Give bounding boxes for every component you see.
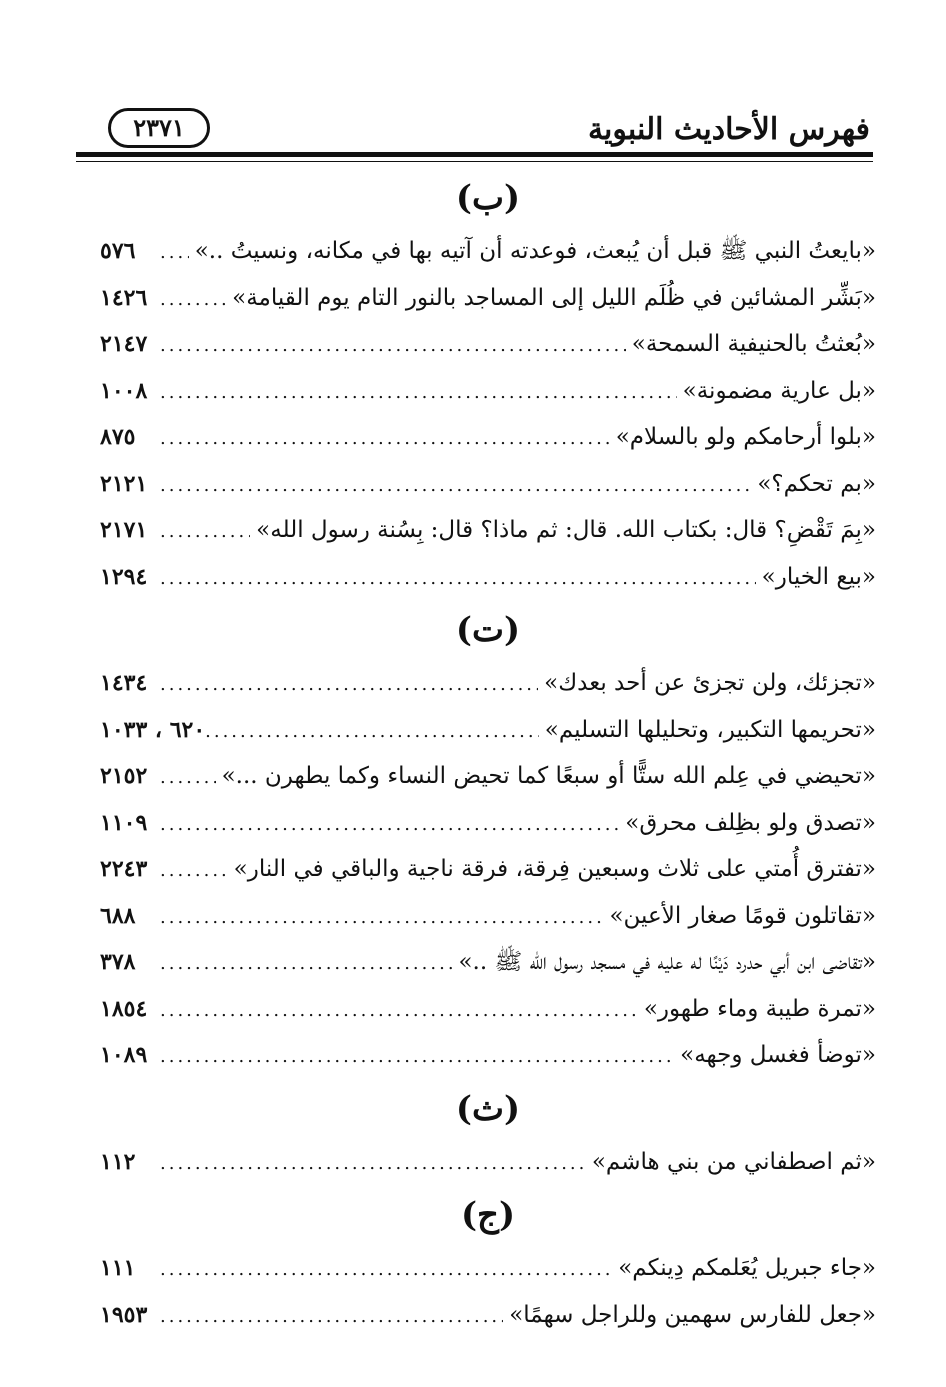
dot-leader: [160, 848, 228, 895]
page-reference: ١٠٠٨: [100, 377, 148, 404]
dot-leader: [160, 1034, 674, 1081]
page-reference: ١٤٣٤: [100, 670, 148, 696]
index-entry: [100, 800, 876, 847]
page-reference: ١١١: [100, 1255, 136, 1281]
section-letter: (ب): [455, 178, 521, 218]
dot-leader: [160, 1141, 586, 1188]
index-entry: [100, 1245, 876, 1292]
index-entry: [100, 660, 876, 707]
dot-leader: [160, 277, 226, 324]
page-reference: ١٢٩٤: [100, 563, 148, 590]
index-entry: [100, 753, 876, 800]
hadith-text: «بِمَ تَقْضِ؟ قال: بكتاب الله. قال: ثم ماذا؟ قال: بِسُنة رسول الله»: [256, 517, 876, 543]
page-reference: ٢١٥٢: [100, 763, 148, 789]
index-entry: [100, 1139, 876, 1186]
dot-leader: [160, 941, 452, 988]
index-entry: [100, 939, 876, 986]
page-reference: ٦٢٠ ، ١٠٣٣: [100, 716, 206, 743]
hadith-text: «تقاضى ابن أبي حدرد دَيْنًا له عليه في مسجد رسول الله ﷺ ..»: [458, 949, 876, 975]
page-reference: ٨٧٥: [100, 424, 136, 450]
hadith-text: «تصدق ولو بظِلف محرق»: [625, 809, 876, 836]
page-reference: ٥٧٦: [100, 238, 136, 264]
dot-leader: [160, 463, 751, 510]
dot-leader: [160, 323, 626, 370]
page-reference: ١٩٥٣: [100, 1301, 148, 1328]
page-reference: ١٨٥٤: [100, 995, 148, 1022]
section-letter: (ث): [455, 1088, 521, 1129]
page-reference: ٢١٤٧: [100, 331, 148, 357]
page-reference: ٦٨٨: [100, 902, 136, 929]
page-reference: ١٠٨٩: [100, 1042, 148, 1068]
index-entry: [100, 986, 876, 1033]
hadith-text: «بلوا أرحامكم ولو بالسلام»: [615, 424, 876, 450]
hadith-text: «جاء جبريل يُعَلمكم دِينكم»: [618, 1255, 876, 1281]
page-reference: ٣٧٨: [100, 949, 136, 975]
dot-leader: [160, 1294, 503, 1341]
index-entry: [100, 707, 876, 754]
page-reference: ٢١٧١: [100, 517, 148, 543]
page-header: [78, 98, 870, 148]
section-letter: (ت): [455, 610, 521, 650]
hadith-text: «تحيضي في عِلم الله ستًّا أو سبعًا كما تحيض النساء وكما يطهرن ...»: [221, 763, 876, 789]
dot-leader: [160, 416, 610, 463]
index-entry: [100, 275, 876, 322]
dot-leader: [160, 988, 638, 1035]
hadith-text: «بل عارية مضمونة»: [682, 377, 876, 404]
dot-leader: [160, 1247, 612, 1294]
index-entry: [100, 461, 876, 508]
hadith-text: «تقاتلون قومًا صغار الأعين»: [609, 902, 876, 929]
hadith-text: «بُعثتُ بالحنيفية السمحة»: [631, 331, 876, 357]
hadith-text: «بايعتُ النبي ﷺ قبل أن يُبعث، فوعدته أن آتيه بها في مكانه، ونسيتُ ..»: [194, 238, 876, 264]
dot-leader: [160, 230, 189, 277]
section-letter: (ج): [460, 1195, 516, 1235]
page-reference: ١١٠٩: [100, 809, 148, 836]
hadith-text: «جعل للفارس سهمين وللراجل سهمًا»: [509, 1301, 876, 1328]
page-reference: ٢١٢١: [100, 470, 148, 497]
hadith-text: «تمرة طيبة وماء طهور»: [643, 995, 876, 1022]
index-entry: [100, 1292, 876, 1339]
index-entry: [100, 368, 876, 415]
hadith-text: «بم تحكم؟»: [757, 470, 876, 497]
page-reference: ٢٢٤٣: [100, 856, 148, 882]
dot-leader: [160, 895, 603, 942]
hadith-text: «بَشِّر المشائين في ظُلَم الليل إلى المساجد بالنور التام يوم القيامة»: [232, 284, 876, 311]
index-entry: [100, 554, 876, 601]
header-rule-thick: [76, 152, 873, 157]
index-entry: [100, 321, 876, 368]
dot-leader: [205, 709, 539, 756]
dot-leader: [160, 755, 216, 802]
hadith-text: «ثم اصطفاني من بني هاشم»: [591, 1148, 876, 1175]
dot-leader: [160, 662, 538, 709]
dot-leader: [160, 556, 756, 603]
index-entry: [100, 414, 876, 461]
index-entry: [100, 507, 876, 554]
hadith-text: «توضأ فغسل وجهه»: [680, 1042, 876, 1068]
page-reference: ١١٢: [100, 1148, 136, 1175]
hadith-text: «تجزئك، ولن تجزئ عن أحد بعدك»: [544, 670, 876, 696]
dot-leader: [160, 509, 250, 556]
page-title: فهرس الأحاديث النبوية: [587, 112, 870, 147]
hadith-index: [100, 168, 876, 1338]
index-entry: [100, 228, 876, 275]
hadith-text: «بيع الخيار»: [761, 563, 876, 590]
header-rule-thin: [76, 161, 873, 162]
dot-leader: [160, 370, 677, 417]
index-entry: [100, 1032, 876, 1079]
page-number: ٢٣٧١: [108, 108, 210, 148]
hadith-text: «تفترق أُمتي على ثلاث وسبعين فِرقة، فرقة ناجية والباقي في النار»: [233, 856, 876, 882]
hadith-text: «تحريمها التكبير، وتحليلها التسليم»: [544, 716, 876, 743]
page-reference: ١٤٢٦: [100, 284, 148, 311]
dot-leader: [160, 802, 619, 849]
index-entry: [100, 846, 876, 893]
index-entry: [100, 893, 876, 940]
